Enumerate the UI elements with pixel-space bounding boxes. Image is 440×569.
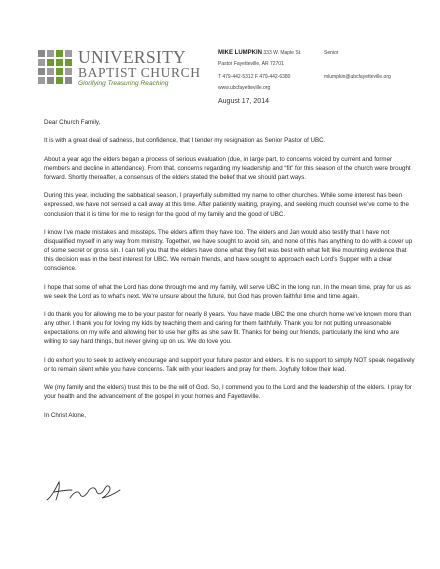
website-link[interactable]: www.ubcfayetteville.org (218, 85, 271, 91)
paragraph: We (my family and the elders) trust this to be the will of God. So, I commend you to the Lord and the leadership of the elders. I pray for your health and the advancement of the gospel in your homes and Fayetteville. (44, 384, 412, 401)
pastor-name: MIKE LUMPKIN (218, 50, 262, 56)
phone-numbers: T 479-442-5312 F 479-442-6380 (218, 74, 291, 80)
email-link[interactable]: mlumpkin@ubcfayetteville.org (324, 74, 391, 80)
cross-grid-logo-icon (38, 50, 72, 84)
letter-date: August 17, 2014 (218, 98, 269, 105)
paragraph: About a year ago the elders began a process of serious evaluation (due, in large part, to concerns voiced by current and former members and decline in attendance). From that, concerns regarding my leadership and “fit” for this season of the church were brought forward. Shortly thereafter, a consensus of the elders stated the belief that we should part ways. (44, 155, 411, 181)
paragraph: I know I’ve made mistakes and missteps. The elders affirm they have too. The elders and Jan would also testify that I have not disqualified myself in any way from ministry. Together, we have sought to avoid sin, and none of this has anything to do with a cover up of some secret or gross sin. I can tell you that the elders have done what they felt was best with what felt like mounting evidence that this decision was in the best interest for UBC. We remain friends, and have sought to approach each Lord’s Supper with a clear conscience. (44, 228, 413, 273)
address-line1: 333 W. Maple St. (263, 50, 302, 56)
handwritten-signature-icon (44, 478, 124, 504)
church-logo (38, 46, 201, 96)
paragraph: It is with a great deal of sadness, but confidence, that I tender my resignation as Senior Pastor of UBC. (44, 137, 326, 145)
paragraph: I do thank you for allowing me to be your pastor for nearly 8 years. You have made UBC the one church home we’ve known more than any other. I thank you for loving my kids by teaching them and caring for them faithfully. Thank you for not putting unreasonable expectations on my wife and allowing her to use her gifts as she saw fit. Thanks for being our friends, particularly the kind who are willing to say hard things, but never giving up on us. We do love you. (44, 311, 412, 346)
org-tagline: Glorifying Treasuring Reaching (78, 80, 169, 87)
org-name-line2: BAPTIST CHURCH (78, 65, 201, 80)
paragraph: I do exhort you to seek to actively encourage and support your future pastor and elders. It is no support to simply NOT speak negatively or to remain silent while you have concerns. Talk with your leaders and pray for them. Joyfully follow their lead. (44, 356, 415, 373)
paragraph: I hope that some of what the Lord has done through me and my family, will serve UBC in the long run. In the mean time, pray for us as we seek the Lord as to what’s next. We’re unsure about the future, but God has proven faithful time and time again. (44, 283, 411, 300)
address-line2: Pastor Fayetteville, AR 72701 (218, 61, 284, 67)
salutation: Dear Church Family, (44, 119, 101, 126)
pastor-title: Senior (324, 50, 339, 56)
org-name-line1: UNIVERSITY (78, 47, 186, 67)
closing: In Christ Alone, (44, 411, 86, 419)
paragraph: During this year, including the sabbatical season, I prayerfully submitted my name to other churches. While some interest has been expressed, we have not sensed a call away at this time. After patiently waiting, praying, and seeking much counsel we’ve come to the conclusion that it is time for me to resign for the good of my family and the good of UBC. (44, 192, 409, 218)
letter-body (44, 118, 416, 429)
